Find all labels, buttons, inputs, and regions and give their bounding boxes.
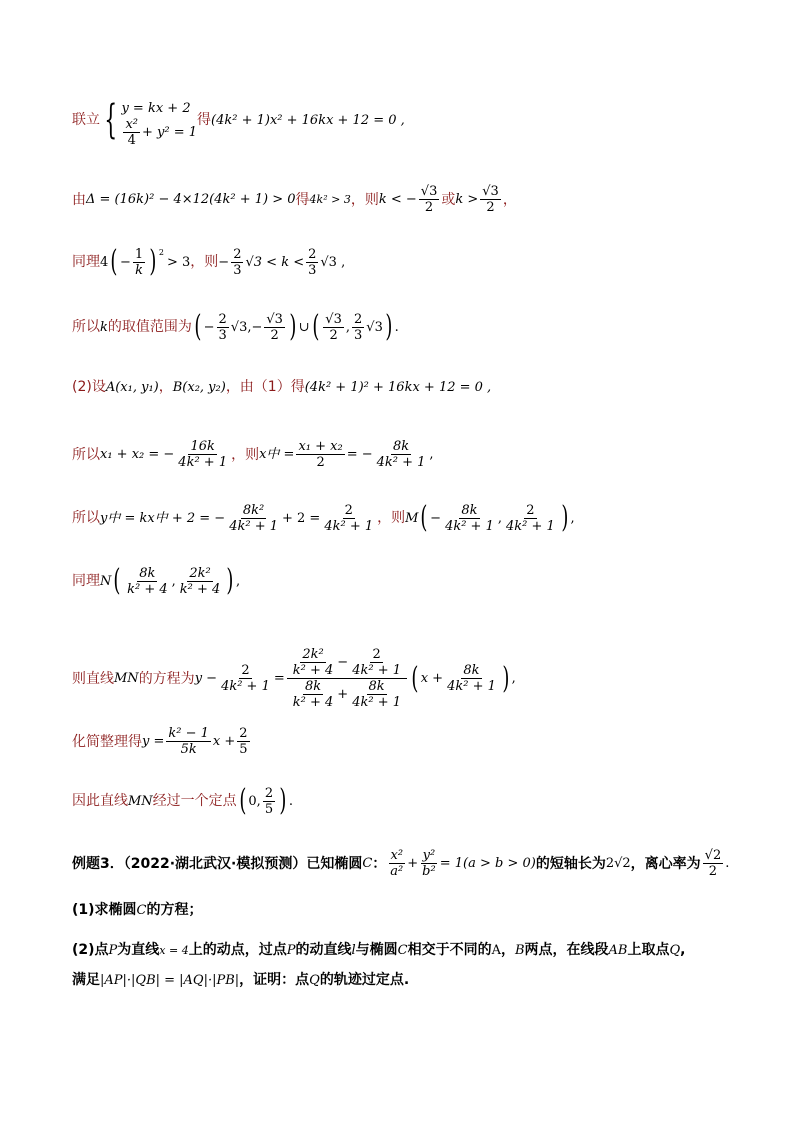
text: 相交于不同的 [407, 942, 492, 958]
math: , [429, 447, 434, 462]
fraction: $\frac{√3}{2}$ [482, 184, 499, 215]
math: C [397, 942, 408, 958]
paren: ) [149, 244, 157, 279]
example-3-part2-cont [72, 973, 734, 987]
math: y = [142, 734, 165, 749]
math: AB [608, 942, 628, 958]
math: MN [114, 671, 139, 686]
fraction: $\frac{2}{\text{4k² + 1}}$ [324, 502, 374, 534]
text: 经过一个定点 [152, 793, 237, 809]
math: k [100, 319, 108, 335]
fraction: $\frac{\text{k² − 1}}{5k}$ [168, 726, 209, 757]
text: 所以 [72, 446, 100, 463]
math: √3 < k < [245, 254, 305, 270]
math: √3,− [230, 319, 263, 335]
math: Q [669, 942, 681, 958]
math: x = 4 [159, 943, 189, 957]
math: . [288, 793, 293, 809]
line-y-mid: 所以 y中 = kx中 + 2 = − $\frac{\text{8k²}}{\text{4k² + 1}}$ + 2 = $\frac{2}{\text{4k² + 1}}$ ，则 M ( − $\frac{8k}{\text{4k² + 1}}$ , $\frac{2}{\text{4k² + 1}}$ ) , [72, 500, 575, 535]
math: l [351, 942, 356, 958]
eq-line: + y² = 1 [142, 124, 198, 140]
math: , [236, 573, 241, 589]
math: > 3 [167, 254, 191, 270]
math: |AP|·|QB| = |AQ|·|PB| [100, 972, 240, 988]
line-mn-equation [72, 648, 734, 709]
fraction: $\frac{√3}{2}$ [266, 311, 283, 343]
math: + 2 = [282, 510, 321, 526]
text: (2)设 [72, 379, 106, 395]
fraction: $\frac{8k}{\text{4k² + 1}}$ [447, 663, 496, 694]
text: 为直线 [117, 942, 160, 958]
text: 或 [441, 191, 456, 208]
math: y中 = kx中 + 2 = − [100, 510, 226, 526]
text: ， [500, 942, 515, 958]
brace: { [104, 97, 118, 143]
text: 的取值范围为 [107, 319, 192, 335]
text: 因此直线 [72, 793, 128, 809]
text: (2)点 [72, 942, 109, 958]
fraction: $\frac{2}{\text{4k² + 1}}$ [506, 502, 555, 534]
text: 的方程为 [138, 670, 195, 687]
math: . [725, 856, 730, 871]
math: A [491, 942, 501, 958]
line-fixed-point [72, 783, 734, 818]
math: 2√2 [605, 856, 631, 871]
text: 与椭圆 [355, 942, 398, 958]
text: 上取点 [627, 942, 670, 958]
fraction: $\frac{\text{x₁ + x₂}}{2}$ [298, 439, 343, 470]
text: ，证明：点 [239, 972, 310, 988]
text: 所以 [72, 510, 100, 526]
math: k > [455, 192, 479, 207]
fraction: $\frac{2}{\text{4k² + 1}}$ [221, 663, 270, 694]
text: ： [372, 855, 387, 872]
example-3-part2 [72, 943, 734, 957]
fraction: $\frac{√3}{2}$ [420, 184, 438, 215]
paren: ) [561, 500, 569, 535]
paren: ( [110, 244, 118, 279]
fraction: $\frac{√2}{2}$ [704, 848, 722, 879]
text: 由 [72, 191, 86, 208]
line-simplified [72, 727, 734, 756]
compound-fraction: $\frac{\text{2k²}}{\text{k² + 4}}$ − $\frac{2}{\text{4k² + 1}}$ $\frac{8k}{\text{k² + 4}}$ + $\frac{8k}{\text{4k² + 1}}$ [287, 648, 407, 709]
text: ， [502, 191, 517, 208]
fraction: $\frac{\text{y²}}{\text{b²}}$ [422, 848, 436, 879]
math: y − [194, 671, 218, 686]
paren: ) [289, 309, 297, 344]
text: 则直线 [72, 670, 114, 687]
fraction: $\frac{2}{3}$ [218, 311, 227, 343]
math: √3 [366, 319, 383, 335]
text: 例题3．（2022·湖北武汉·模拟预测）已知椭圆 [72, 855, 363, 872]
math: C [362, 856, 373, 871]
line-range: 所以 k 的取值范围为 ( − $\frac{2}{3}$ √3,− $\frac{√3}{2}$ ) ∪ ( $\frac{√3}{2}$ , $\frac{2}{3}$ √3 ) . [72, 309, 399, 344]
line-simultaneous [72, 96, 734, 148]
eq-line: y = kx + 2 [121, 100, 191, 116]
fraction: $\frac{√3}{2}$ [325, 311, 342, 343]
math: (4k² + 1)x² + 16kx + 12 = 0 , [211, 112, 405, 128]
equation-system [121, 96, 198, 148]
fraction: $\frac{1}{k}$ [134, 246, 144, 278]
text: ， [158, 379, 173, 395]
line-sum-x [72, 440, 734, 469]
text: 同理 [72, 254, 100, 270]
text: ，则 [231, 446, 260, 463]
fraction: $\frac{2}{5}$ [239, 726, 248, 757]
text: 的短轴长为 [535, 855, 606, 872]
math: = − [346, 447, 373, 462]
math: Δ = (16k)² − 4×12(4k² + 1) > 0 [86, 192, 296, 207]
fraction: $\frac{8k}{\text{k² + 4}}$ [127, 565, 168, 597]
math: , [511, 671, 516, 686]
math: 0, [248, 793, 261, 809]
example-3-heading [72, 849, 734, 878]
line-part2 [72, 380, 734, 394]
math: k < − [378, 192, 417, 207]
math: N [100, 573, 112, 589]
line-similarly: 同理 4 ( − $\frac{1}{k}$ ) $^2$ > 3 ，则 − $\frac{2}{3}$ √3 < k < $\frac{2}{3}$ √3 , [72, 244, 346, 279]
math: . [394, 319, 399, 335]
math: M [405, 510, 419, 526]
text: ，离心率为 [630, 855, 701, 872]
math: 4k² > 3 [309, 193, 351, 206]
text: 的轨迹过定点. [319, 972, 410, 988]
fraction: $\frac{\text{8k²}}{\text{4k² + 1}}$ [229, 502, 278, 534]
text: 满足 [72, 972, 100, 988]
text: ，则 [377, 510, 406, 526]
math: Q [309, 972, 320, 988]
text: 的动直线 [295, 942, 352, 958]
text: ，则 [190, 254, 219, 270]
text: 的方程； [146, 902, 203, 918]
text: 得 [197, 112, 212, 128]
text: 联立 [72, 112, 100, 128]
math: + [407, 856, 419, 871]
text: 得 [295, 191, 310, 208]
fraction: $\frac{2}{3}$ [233, 246, 242, 278]
text: ，则 [350, 191, 379, 208]
text: 两点，在线段 [524, 942, 609, 958]
math: (4k² + 1)² + 16kx + 12 = 0 , [304, 379, 492, 395]
fraction: $\frac{2}{5}$ [264, 785, 274, 817]
math: x中 = [259, 447, 295, 462]
math: B(x₂, y₂) [172, 379, 226, 395]
math: B [514, 942, 525, 958]
text: ，由（1）得 [225, 379, 305, 395]
fraction: $\frac{2}{3}$ [308, 246, 317, 278]
text: 所以 [72, 319, 100, 335]
math: x₁ + x₂ = − [100, 447, 175, 462]
paren: ( [113, 563, 121, 598]
math: A(x₁, y₁) [105, 379, 159, 395]
math: x + [420, 671, 444, 686]
line-discriminant [72, 185, 734, 214]
fraction: $\frac{2}{3}$ [354, 311, 363, 343]
text: (1)求椭圆 [72, 902, 137, 918]
math: ∪ [298, 319, 310, 335]
fraction: $\frac{8k}{\text{4k² + 1}}$ [445, 502, 494, 534]
math: = [273, 671, 285, 686]
example-3-part1 [72, 903, 734, 917]
math: x + [212, 734, 236, 749]
paren: ( [239, 783, 247, 818]
fraction: $\frac{16k}{\text{4k² + 1}}$ [178, 439, 228, 470]
math: , [570, 510, 575, 526]
fraction: $\frac{\text{2k²}}{\text{k² + 4}}$ [179, 565, 221, 597]
math: 4 [100, 254, 109, 270]
fraction: $\frac{8k}{\text{4k² + 1}}$ [376, 439, 426, 470]
text: 同理 [72, 573, 100, 589]
text: 化简整理得 [72, 733, 142, 750]
math: = 1(a > b > 0) [439, 856, 536, 871]
paren: ( [194, 309, 202, 344]
paren: ( [420, 500, 428, 535]
paren: ( [411, 660, 419, 696]
fraction: $\frac{\text{x²}}{4}$ [125, 116, 138, 148]
paren: ) [279, 783, 287, 818]
math: P [108, 942, 118, 958]
math: P [286, 942, 296, 958]
paren: ) [385, 309, 393, 344]
line-point-n: 同理 N ( $\frac{8k}{\text{k² + 4}}$ , $\frac{\text{2k²}}{\text{k² + 4}}$ ) , [72, 563, 241, 598]
math: C [136, 902, 147, 918]
paren: ( [311, 309, 319, 344]
text: 上的动点，过点 [188, 942, 287, 958]
text: , [680, 942, 686, 958]
paren: ) [502, 660, 510, 696]
math: √3 , [320, 254, 346, 270]
paren: ) [226, 563, 234, 598]
fraction: $\frac{\text{x²}}{\text{a²}}$ [390, 848, 404, 879]
math: MN [128, 793, 153, 809]
